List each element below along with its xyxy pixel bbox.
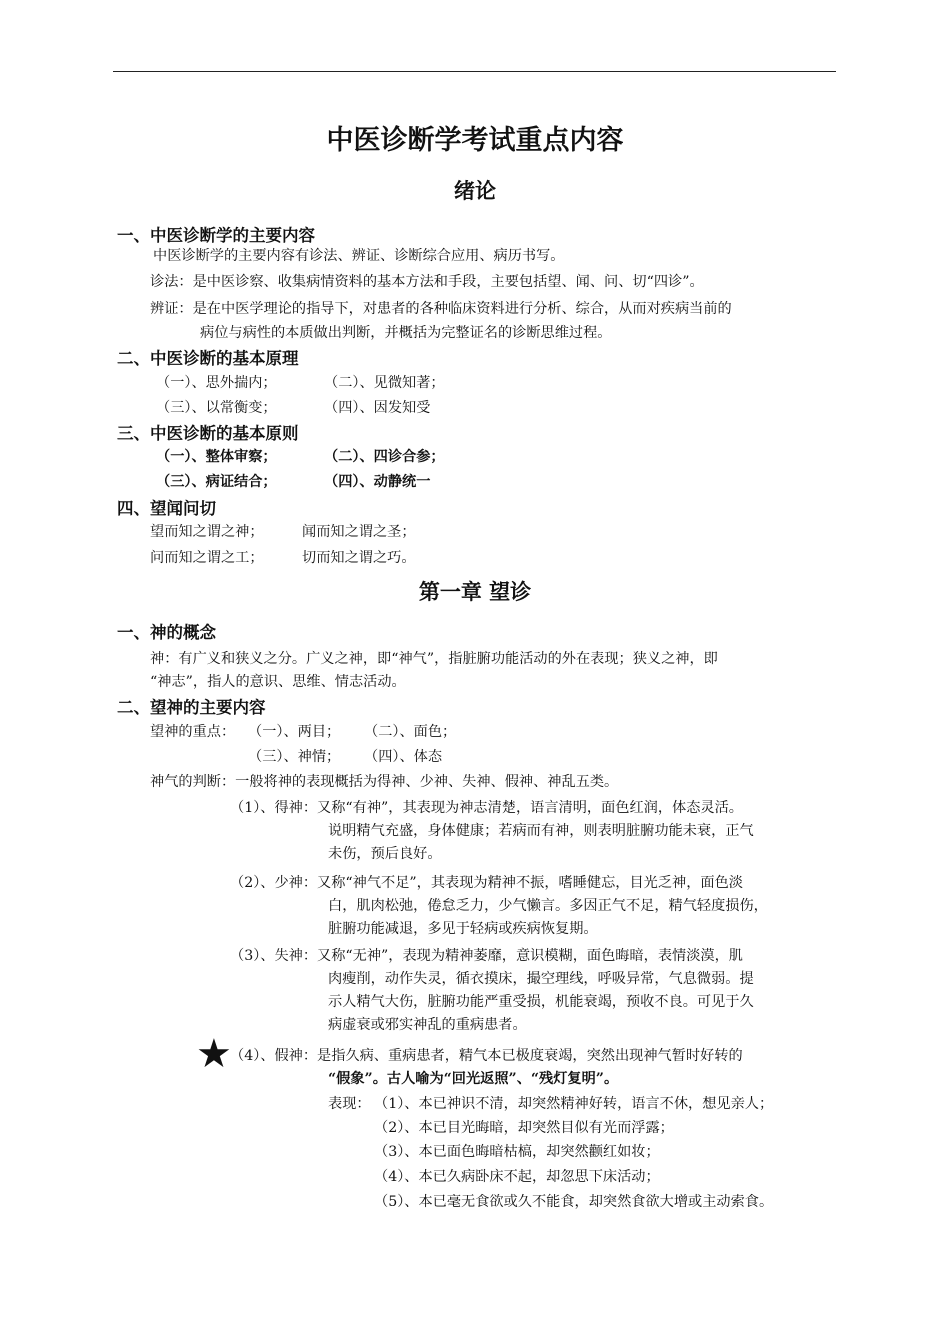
list-item: 望而知之谓之神； [150, 524, 264, 540]
item-line: （2）、少神：又称“神气不足”，其表现为精神不振，嗜睡健忘，目光乏神，面色淡 [230, 875, 743, 891]
list-item: （二）、四诊合参； [324, 449, 445, 465]
list-item: （四）、体态 [364, 749, 443, 765]
paragraph: 神：有广义和狭义之分。广义之神，即“神气”，指脏腑功能活动的外在表现；狭义之神，即 [150, 651, 718, 667]
list-item: 问而知之谓之工； [150, 550, 264, 566]
item-line: 未伤，预后良好。 [328, 846, 442, 862]
chapter-title: 第一章 望诊 [418, 580, 532, 604]
paragraph: 中医诊断学的主要内容有诊法、辨证、诊断综合应用、病历书写。 [153, 248, 565, 264]
list-item: （一）、思外揣内； [156, 375, 277, 391]
list-item: （三）、病证结合； [156, 474, 277, 490]
star-icon: ★ [196, 1031, 232, 1077]
list-item: （四）、动静统一 [324, 474, 431, 490]
item-line: 肉瘦削，动作失灵，循衣摸床，撮空理线，呼吸异常，气息微弱。提 [328, 971, 754, 987]
sign-item: （1）、本已神识不清，却突然精神好转，语言不休，想见亲人； [374, 1096, 774, 1112]
item-line: 白，肌肉松弛，倦怠乏力，少气懒言。多因正气不足，精气轻度损伤， [328, 898, 768, 914]
item-line: 说明精气充盛，身体健康；若病而有神，则表明脏腑功能未衰，正气 [328, 823, 754, 839]
list-item: 切而知之谓之巧。 [302, 550, 416, 566]
section-heading: 一、神的概念 [117, 623, 216, 642]
intro-title: 绪论 [454, 179, 496, 203]
item-line: （3）、失神：又称“无神”，表现为精神萎靡，意识模糊，面色晦暗，表情淡漠，肌 [230, 948, 743, 964]
paragraph: 辨证：是在中医学理论的指导下，对患者的各种临床资料进行分析、综合，从而对疾病当前的 [150, 301, 732, 317]
item-line: 脏腑功能减退，多见于轻病或疾病恢复期。 [328, 921, 598, 937]
list-item: （一）、两目； [248, 724, 341, 740]
item-line: 病虚衰或邪实神乱的重病患者。 [328, 1017, 527, 1033]
item-line: 示人精气大伤，脏腑功能严重受损，机能衰竭，预收不良。可见于久 [328, 994, 754, 1010]
paragraph: “神志”，指人的意识、思维、情志活动。 [150, 674, 406, 690]
section-heading: 四、望闻问切 [117, 499, 216, 518]
focus-label: 望神的重点： [150, 724, 236, 740]
section-heading: 二、望神的主要内容 [117, 698, 266, 717]
paragraph: 病位与病性的本质做出判断，并概括为完整证名的诊断思维过程。 [200, 325, 612, 341]
section-heading: 二、中医诊断的基本原理 [117, 349, 299, 368]
list-item: 闻而知之谓之圣； [302, 524, 416, 540]
list-item: （三）、以常衡变； [156, 400, 277, 416]
list-item: （四）、因发知受 [324, 400, 431, 416]
sign-item: （4）、本已久病卧床不起，却忽思下床活动； [374, 1169, 660, 1185]
list-item: （三）、神情； [248, 749, 341, 765]
sign-item: （5）、本已毫无食欲或久不能食，却突然食欲大增或主动索食。 [374, 1194, 774, 1210]
page-title: 中医诊断学考试重点内容 [326, 125, 624, 156]
list-item: （二）、面色； [364, 724, 457, 740]
paragraph: 神气的判断：一般将神的表现概括为得神、少神、失神、假神、神乱五类。 [150, 774, 619, 790]
item-line: “假象”。古人喻为“回光返照”、“残灯复明”。 [328, 1071, 619, 1087]
list-item: （一）、整体审察； [156, 449, 277, 465]
signs-label: 表现： [328, 1096, 371, 1112]
header-rule [113, 71, 836, 72]
paragraph: 诊法：是中医诊察、收集病情资料的基本方法和手段，主要包括望、闻、问、切“四诊”。 [150, 274, 704, 290]
item-line: （4）、假神：是指久病、重病患者，精气本已极度衰竭，突然出现神气暂时好转的 [230, 1048, 743, 1064]
sign-item: （3）、本已面色晦暗枯槁，却突然颧红如妆； [374, 1144, 660, 1160]
section-heading: 一、中医诊断学的主要内容 [117, 226, 315, 245]
list-item: （二）、见微知著； [324, 375, 445, 391]
section-heading: 三、中医诊断的基本原则 [117, 424, 299, 443]
item-line: （1）、得神：又称“有神”，其表现为神志清楚，语言清明，面色红润，体态灵活。 [230, 800, 743, 816]
sign-item: （2）、本已目光晦暗，却突然目似有光而浮露； [374, 1120, 674, 1136]
